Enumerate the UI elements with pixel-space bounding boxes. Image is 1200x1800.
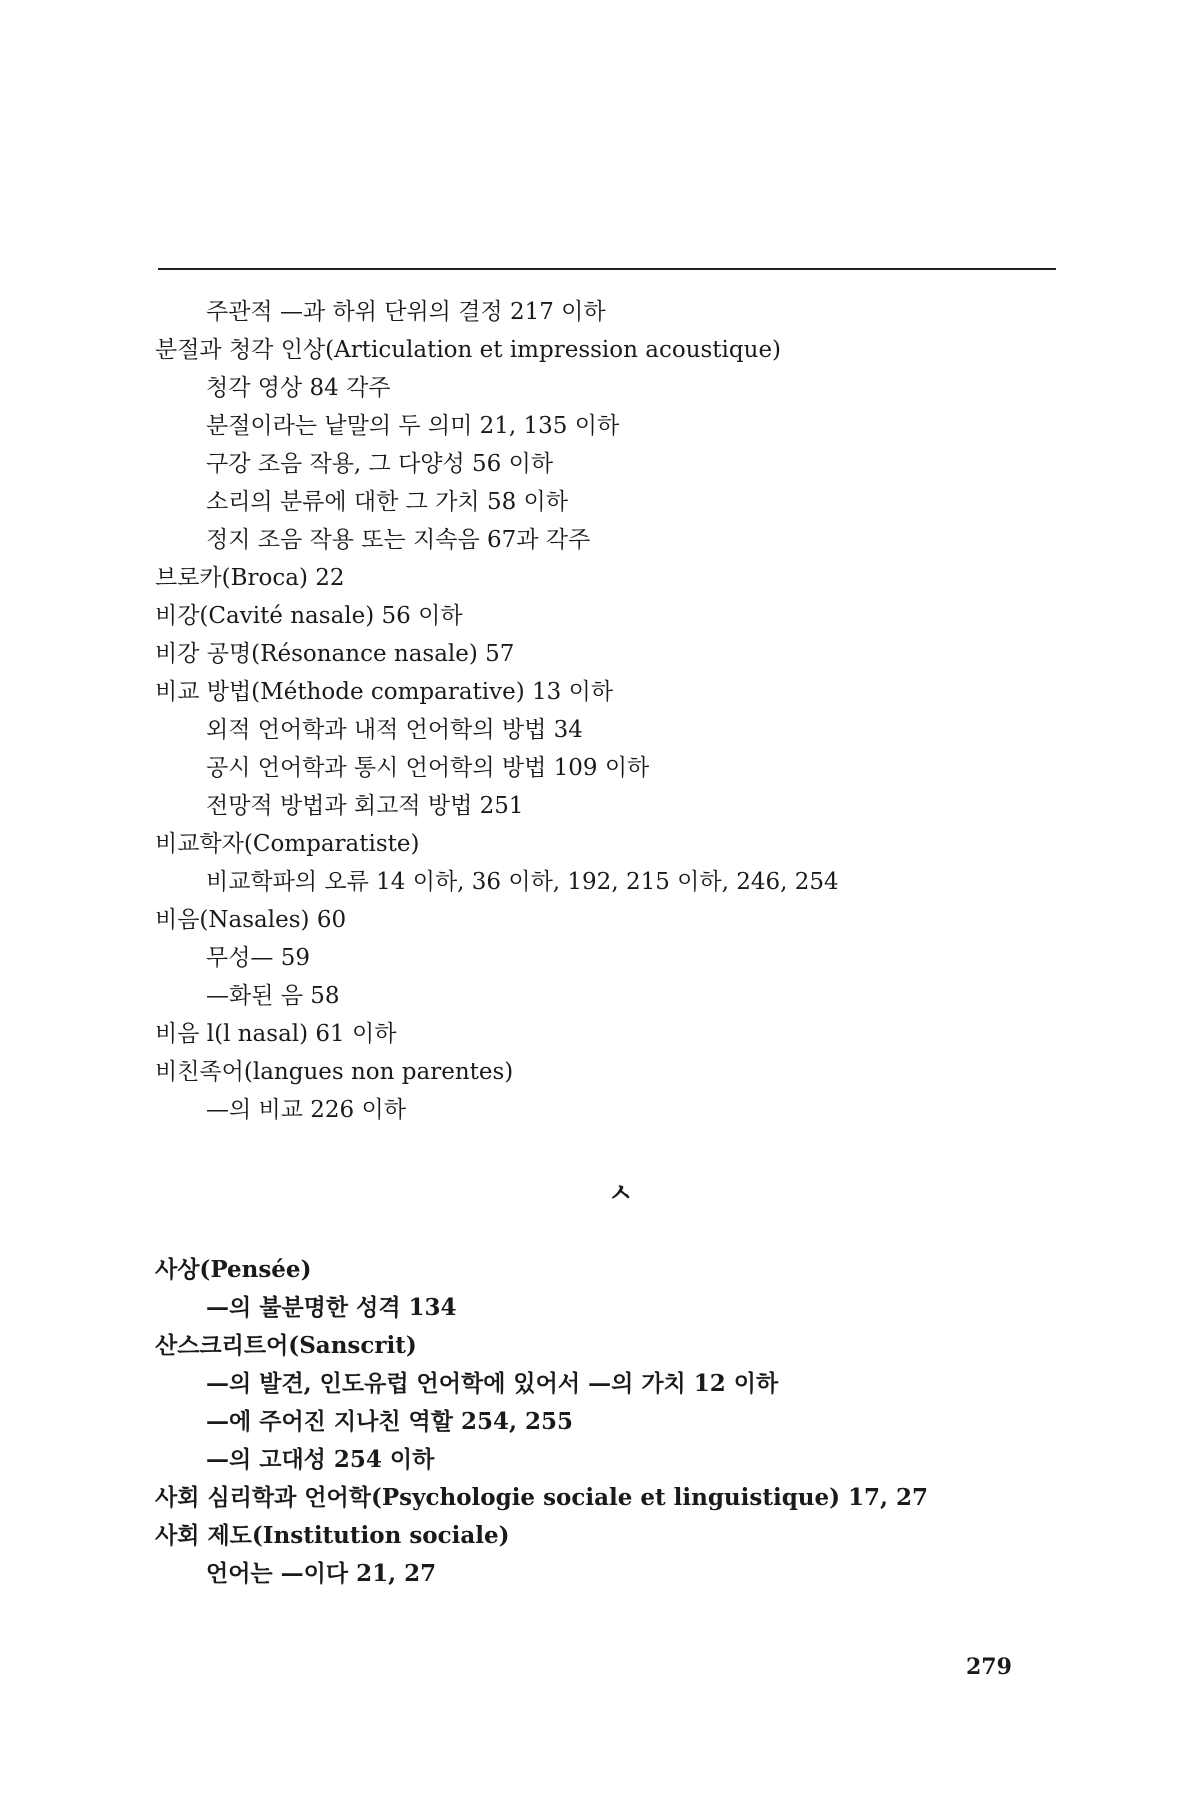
index-entry: 분절과 청각 인상(Articulation et impression acoustique) — [155, 337, 782, 363]
index-entry: 비강 공명(Résonance nasale) 57 — [155, 641, 515, 667]
index-subentry: 분절이라는 낱말의 두 의미 21, 135 이하 — [206, 413, 620, 439]
index-subentry: 소리의 분류에 대한 그 가치 58 이하 — [206, 489, 568, 515]
index-subentry: —화된 음 58 — [206, 983, 340, 1009]
index-entry: 비교 방법(Méthode comparative) 13 이하 — [155, 679, 614, 705]
index-subentry: —에 주어진 지나친 역할 254, 255 — [206, 1408, 574, 1435]
index-subentry: 정지 조음 작용 또는 지속음 67과 각주 — [206, 527, 591, 553]
index-entry: 사상(Pensée) — [155, 1256, 312, 1283]
index-entry: 비강(Cavité nasale) 56 이하 — [155, 603, 463, 629]
index-subentry: 무성— 59 — [206, 945, 311, 971]
index-entry: 사회 제도(Institution sociale) — [155, 1522, 510, 1549]
index-subentry: —의 불분명한 성격 134 — [206, 1294, 457, 1321]
index-entry: 비음 l(l nasal) 61 이하 — [155, 1021, 397, 1047]
index-subentry: 전망적 방법과 회고적 방법 251 — [206, 793, 524, 819]
index-subentry: —의 고대성 254 이하 — [206, 1446, 435, 1473]
index-entry: 사회 심리학과 언어학(Psychologie sociale et linguistique) 17, 27 — [155, 1484, 929, 1511]
index-entry: 브로카(Broca) 22 — [155, 565, 345, 591]
index-entry: 비친족어(langues non parentes) — [155, 1059, 514, 1085]
index-subentry: —의 발견, 인도유럽 언어학에 있어서 —의 가치 12 이하 — [206, 1370, 779, 1397]
index-subentry: 외적 언어학과 내적 언어학의 방법 34 — [206, 717, 583, 743]
index-subentry: 구강 조음 작용, 그 다양성 56 이하 — [206, 451, 554, 477]
index-subentry: 언어는 —이다 21, 27 — [206, 1560, 437, 1587]
index-subentry: 공시 언어학과 통시 언어학의 방법 109 이하 — [206, 755, 650, 781]
page-number: 279 — [966, 1654, 1012, 1680]
index-subentry: 주관적 —과 하위 단위의 결정 217 이하 — [206, 299, 606, 325]
section-letter: ㅅ — [608, 1179, 634, 1209]
index-subentry: 청각 영상 84 각주 — [206, 375, 391, 401]
index-subentry: 비교학파의 오류 14 이하, 36 이하, 192, 215 이하, 246, 254 — [206, 869, 839, 895]
top-rule — [158, 268, 1056, 270]
index-entry: 비음(Nasales) 60 — [155, 907, 347, 933]
index-entry: 산스크리트어(Sanscrit) — [155, 1332, 417, 1359]
index-subentry: —의 비교 226 이하 — [206, 1097, 406, 1123]
index-entry: 비교학자(Comparatiste) — [155, 831, 420, 857]
